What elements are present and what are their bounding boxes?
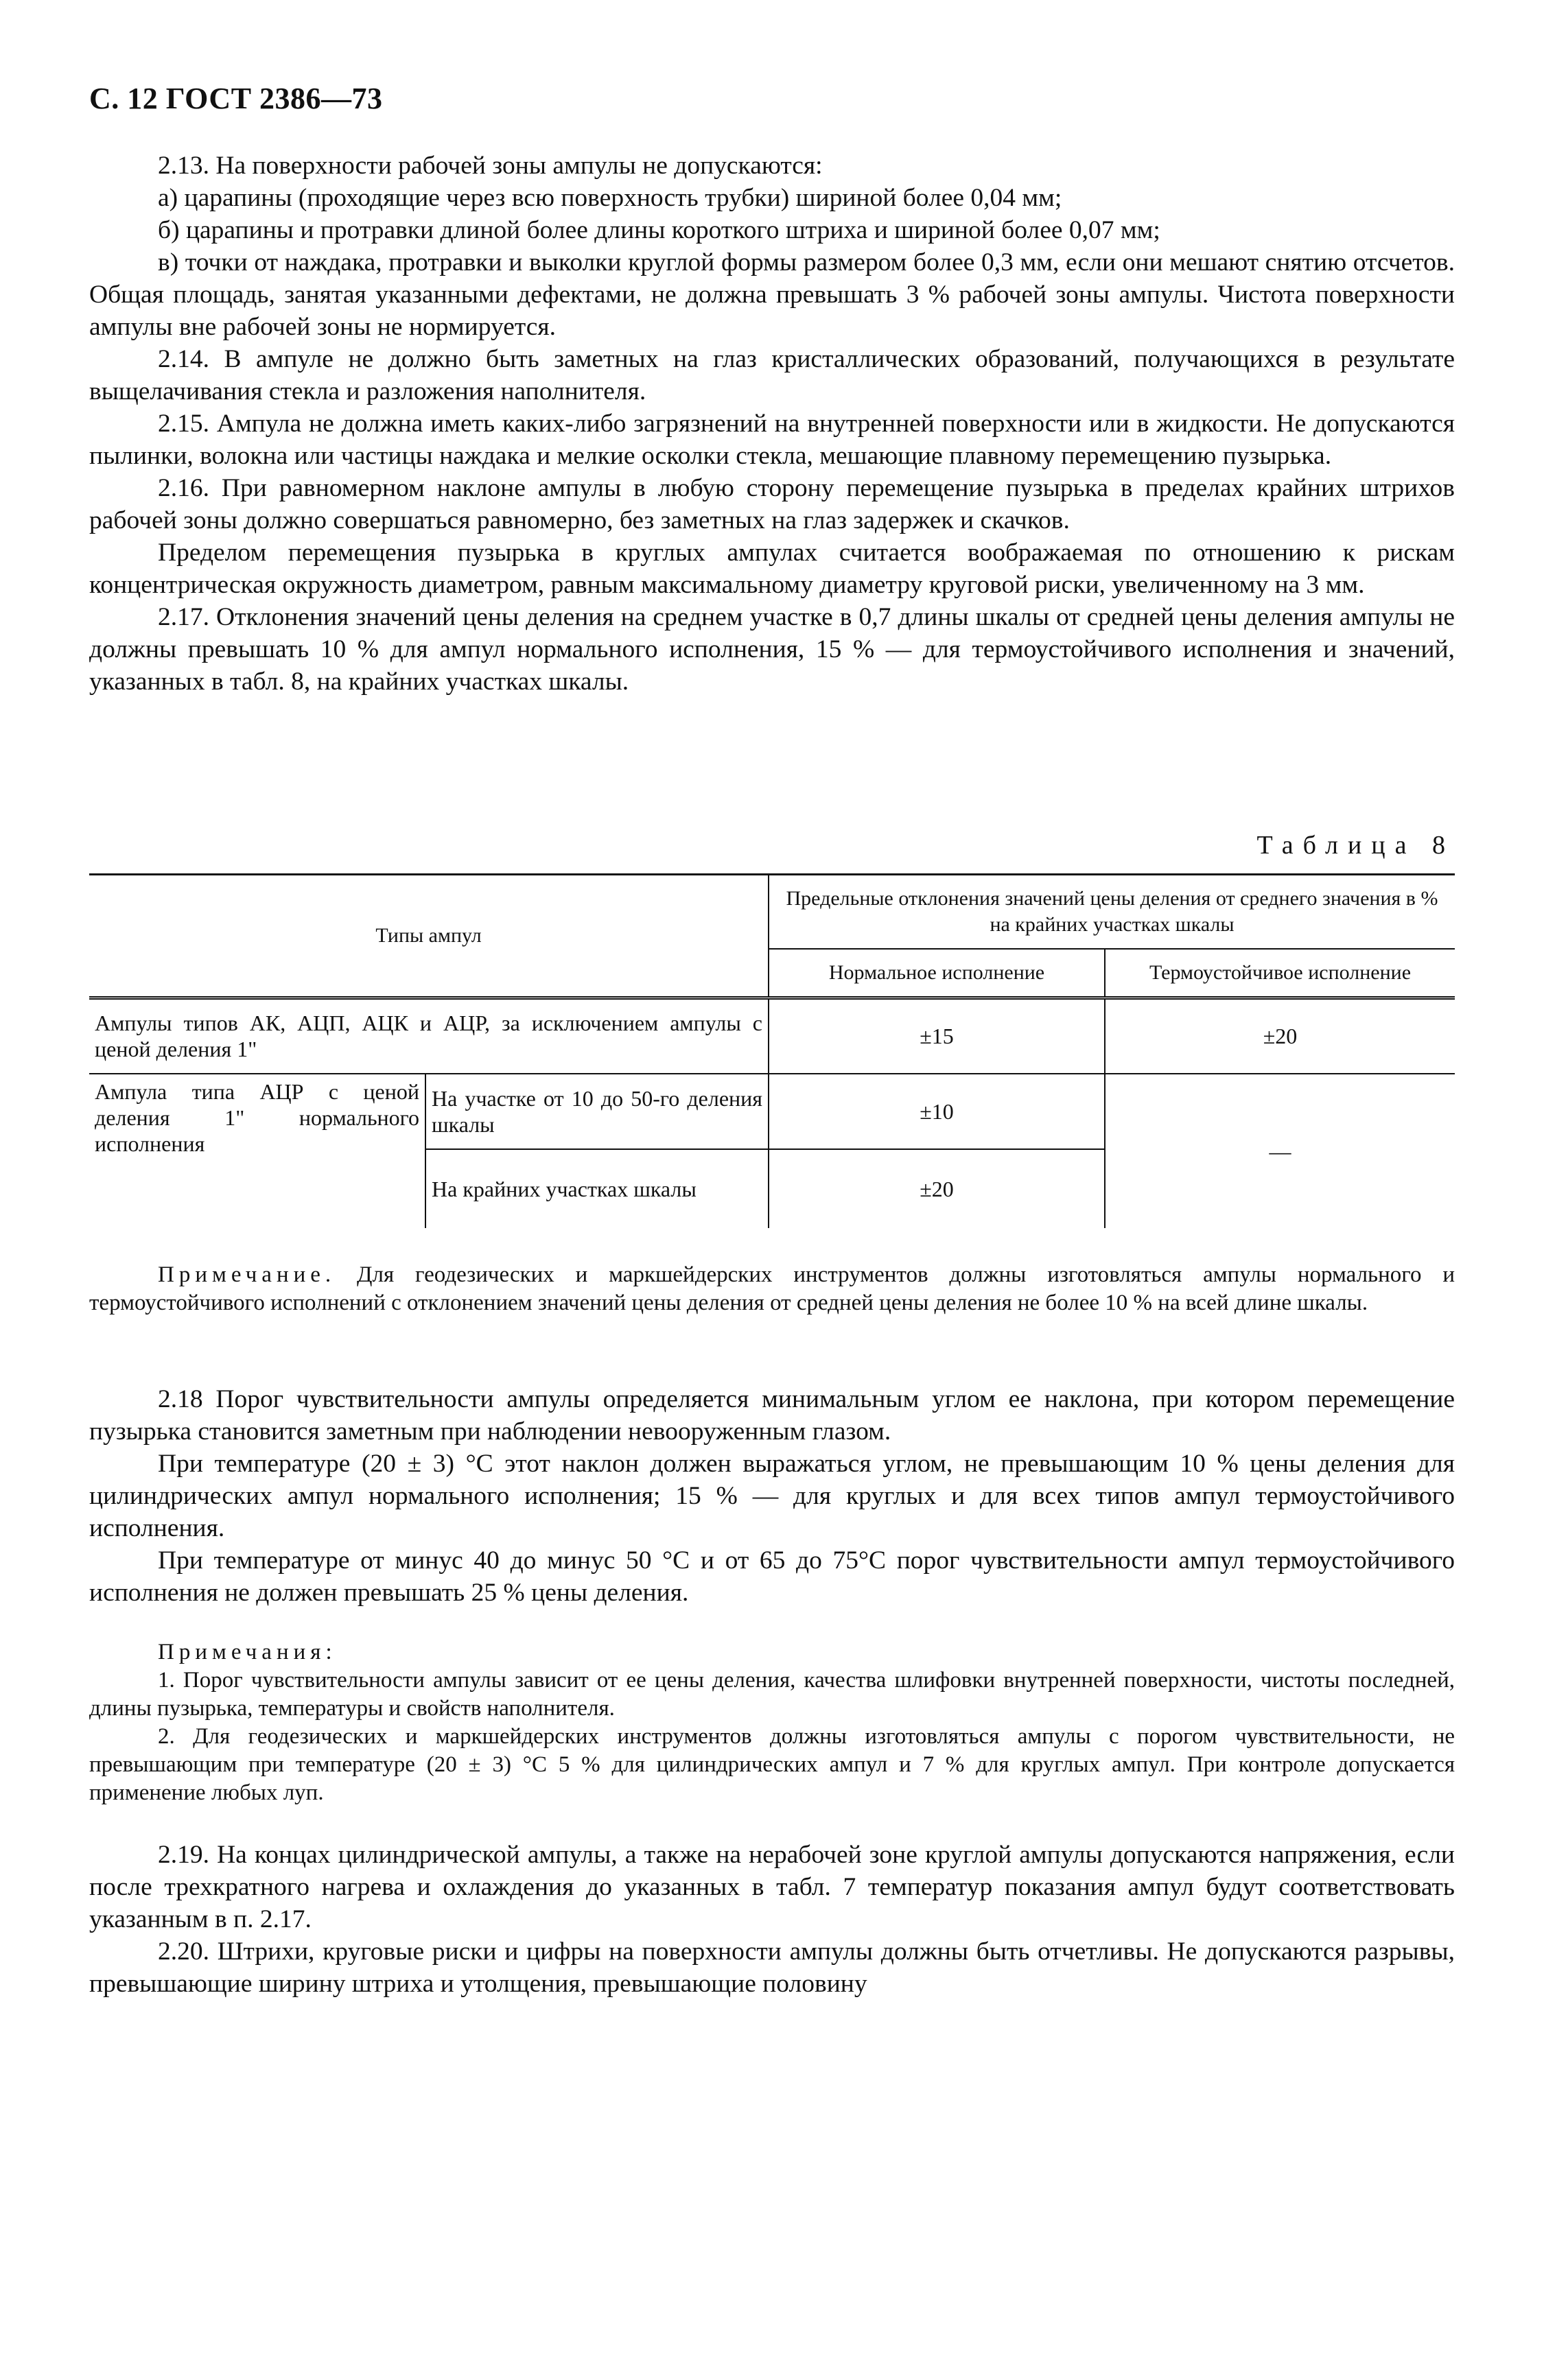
header-normal: Нормальное исполнение: [769, 949, 1105, 998]
row2b-normal: ±20: [769, 1149, 1105, 1228]
paragraph-2-16: 2.16. При равномерном наклоне ампулы в любую сторону перемещение пузырька в пределах крайних штрихов рабочей зоны должно совершаться равномерно, без заметных на глаз задержек и скачков.: [89, 474, 1455, 534]
table-8: [89, 873, 1455, 1228]
paragraph-2-13-a: а) царапины (проходящие через всю поверхность трубки) шириной более 0,04 мм;: [158, 184, 1062, 212]
paragraph-2-18: 2.18 Порог чувствительности ампулы определяется минимальным углом ее наклона, при котором перемещение пузырька становится заметным при наблюдении невооруженным глазом.: [89, 1385, 1455, 1446]
header-ampule-types: Типы ампул: [89, 875, 769, 998]
note-item-1: 1. Порог чувствительности ампулы зависит от ее цены деления, качества шлифовки внутренней поверхности, чистоты последней, длины пузырька, температуры и свойств наполнителя.: [89, 1668, 1455, 1721]
row2-label: Ампула типа АЦР с ценой деления 1" нормального исполнения: [95, 1079, 419, 1156]
row2a-sub: На участке от 10 до 50-го деления шкалы: [425, 1074, 769, 1149]
table-caption: Таблица 8: [1256, 831, 1455, 860]
paragraph-2-18-range: При температуре от минус 40 до минус 50 °С и от 65 до 75°С порог чувствительности ампул термоустойчивого исполнения не должен превышать 25 % цены деления.: [89, 1546, 1455, 1607]
row1-label: Ампулы типов АК, АЦП, АЦК и АЦР, за исключением ампулы с ценой деления 1": [89, 998, 769, 1074]
row2a-normal: ±10: [769, 1074, 1105, 1149]
section-2-18: [89, 1383, 1455, 1609]
section-2-19: [89, 1839, 1455, 2000]
paragraph-2-19: 2.19. На концах цилиндрической ампулы, а также на нерабочей зоне круглой ампулы допускаются напряжения, если после трехкратного нагрева и охлаждения до указанных в табл. 7 температур показания ампул будут соответствовать указанным в п. 2.17.: [89, 1841, 1455, 1933]
main-text: [89, 150, 1455, 698]
paragraph-2-13: 2.13. На поверхности рабочей зоны ампулы не допускаются:: [158, 152, 823, 180]
row1-thermo: ±20: [1105, 998, 1455, 1074]
note-label: Примечание.: [158, 1262, 336, 1287]
table-note: [89, 1261, 1455, 1317]
paragraph-2-20: 2.20. Штрихи, круговые риски и цифры на поверхности ампулы должны быть отчетливы. Не допускаются разрывы, превышающие ширину штриха и утолщения, превышающие половину: [89, 1937, 1455, 1998]
row1-normal: ±15: [769, 998, 1105, 1074]
note-item-2: 2. Для геодезических и маркшейдерских инструментов должны изготовляться ампулы с порогом чувствительности, не превышающим при температуре (20 ± 3) °С 5 % для цилиндрических ампул и 7 % для круглых ампул. При контроле допускается применение любых луп.: [89, 1724, 1455, 1805]
paragraph-2-16-limit: Пределом перемещения пузырька в круглых ампулах считается воображаемая по отношению к рискам концентрическая окружность диаметром, равным максимальному диаметру круговой риски, увеличенному на 3 мм.: [89, 539, 1455, 599]
row2-thermo: —: [1105, 1074, 1455, 1228]
paragraph-2-14: 2.14. В ампуле не должно быть заметных на глаз кристаллических образований, получающихся в результате выщелачивания стекла и разложения наполнителя.: [89, 345, 1455, 405]
paragraph-2-13-c: в) точки от наждака, протравки и выколки круглой формы размером более 0,3 мм, если они мешают снятию отсчетов. Общая площадь, занятая указанными дефектами, не должна превышать 3 % рабочей зоны ампулы. Чистота поверхности ампулы вне рабочей зоны не нормируется.: [89, 248, 1455, 341]
paragraph-2-13-b: б) царапины и протравки длиной более длины короткого штриха и шириной более 0,07 мм;: [158, 216, 1160, 244]
notes-label: Примечания:: [158, 1640, 337, 1664]
notes-block: [89, 1638, 1455, 1807]
header-thermo: Термоустойчивое исполнение: [1105, 949, 1455, 998]
page-header: С. 12 ГОСТ 2386—73: [89, 82, 383, 115]
paragraph-2-17: 2.17. Отклонения значений цены деления на среднем участке в 0,7 длины шкалы от средней цены деления ампулы не должны превышать 10 % для ампул нормального исполнения, 15 % — для термоустойчивого исполнения и значений, указанных в табл. 8, на крайних участках шкалы.: [89, 603, 1455, 696]
header-deviation-group: Предельные отклонения значений цены деления от среднего значения в % на крайних участках шкалы: [769, 875, 1455, 949]
paragraph-2-15: 2.15. Ампула не должна иметь каких-либо загрязнений на внутренней поверхности или в жидкости. Не допускаются пылинки, волокна или частицы наждака и мелкие осколки стекла, мешающие плавному перемещению пузырька.: [89, 410, 1455, 470]
paragraph-2-18-temp: При температуре (20 ± 3) °С этот наклон должен выражаться углом, не превышающим 10 % цены деления для цилиндрических ампул нормального исполнения; 15 % — для круглых и для всех типов ампул термоустойчивого исполнения.: [89, 1450, 1455, 1542]
note-text: Для геодезических и маркшейдерских инструментов должны изготовляться ампулы нормального и термоустойчивого исполнений с отклонением значений цены деления от средней цены деления не более 10 % на всей длине шкалы.: [89, 1262, 1455, 1315]
row2b-sub: На крайних участках шкалы: [425, 1149, 769, 1228]
